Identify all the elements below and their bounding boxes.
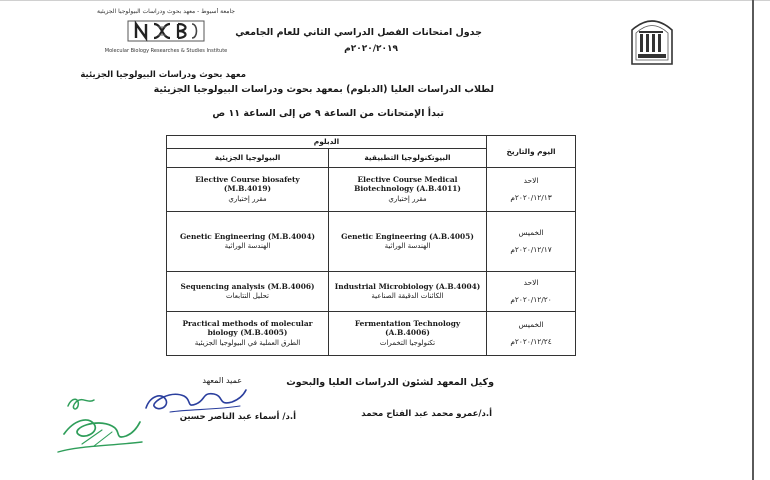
dean-title: عميد المعهد [202,376,242,385]
table-row [167,272,576,312]
tech-exam-cell [329,168,487,212]
course-name: Elective Course Medical Biotechnology (A.B.4011) [354,174,461,194]
applied-biotechnology-column-header: البيوتكنولوجيا التطبيقية [329,149,487,168]
day-date-cell [487,212,576,272]
institute-arabic-tagline: جامعة أسيوط - معهد بحوث ودراسات البيولوجيا الجزيئية [96,8,236,15]
institute-logo [80,8,246,84]
exam-day: الاحد [523,278,539,288]
course-name: Industrial Microbiology (A.B.4004) [334,281,481,291]
dean-name: أ.د/ أسماء عبد الناصر حسين [179,412,296,422]
day-date-cell [487,312,576,356]
course-arabic-name: الهندسة الوراثية [384,242,431,251]
dean-handwritten-signature [140,382,250,416]
bio-exam-cell [167,312,329,356]
bio-exam-cell [167,272,329,312]
tech-exam-cell [329,212,487,272]
bio-exam-cell [167,212,329,272]
course-arabic-name: الطرق العملية في البيولوجيا الجزيئية [194,339,301,348]
dna-logo-icon [126,18,206,44]
diploma-group-header: الدبلوم [167,136,487,149]
course-arabic-name: الكائنات الدقيقة الصناعية [371,292,444,301]
course-name: Elective Course biosafety (M.B.4019) [195,174,300,194]
day-date-cell [487,272,576,312]
table-row [167,212,576,272]
table-row [167,312,576,356]
course-arabic-name: مقرر إختياري [228,195,267,204]
assiut-university-seal-icon [628,14,676,68]
molecular-biology-column-header: البيولوجيا الجزيئية [167,149,329,168]
course-name: Genetic Engineering (M.B.4004) [179,231,316,241]
course-name: Fermentation Technology (A.B.4006) [354,318,461,338]
vice-dean-title: وكيل المعهد لشئون الدراسات العليا والبحوث [286,377,494,388]
exam-date: ٢٠٢٠/١٢/١٧م [510,245,552,254]
exam-time: تبدأ الإمتحانات من الساعة ٩ ص إلى الساعة ١١ ص [212,108,444,119]
course-name: Sequencing analysis (M.B.4006) [180,281,315,291]
course-arabic-name: مقرر إختياري [388,195,427,204]
schedule-title: جدول امتحانات الفصل الدراسي الثاني للعام الجامعي [235,27,482,38]
course-name: Practical methods of molecular biology (M.B.4005) [182,318,313,338]
exam-date: ٢٠٢٠/١٢/٢٠م [510,295,552,304]
exam-date: ٢٠٢٠/١٢/١٣م [510,193,552,202]
course-name: Genetic Engineering (A.B.4005) [341,231,474,241]
exam-schedule-table [166,135,576,356]
page-right-border [752,0,754,480]
tech-exam-cell [329,272,487,312]
green-handwritten-signature [54,386,144,458]
course-arabic-name: تحليل التتابعات [226,292,269,301]
exam-day: الاحد [523,176,539,186]
exam-day: الخميس [518,228,544,238]
tech-exam-cell [329,312,487,356]
exam-date: ٢٠٢٠/١٢/٢٤م [510,337,552,346]
target-students: لطلاب الدراسات العليا (الدبلوم) بمعهد بحوث ودراسات البيولوجيا الجزيئية [153,84,494,95]
exam-day: الخميس [518,320,544,330]
vice-dean-name: أ.د/عمرو محمد عبد الفتاح محمد [361,409,492,419]
table-header-row [167,136,576,149]
academic-year: ٢٠٢٠/٢٠١٩م [344,44,398,54]
day-date-cell [487,168,576,212]
bio-exam-cell [167,168,329,212]
institute-arabic-name: معهد بحوث ودراسات البيولوجيا الجزيئية [80,70,246,80]
table-row [167,168,576,212]
page-top-edge [0,0,770,1]
course-arabic-name: الهندسة الوراثية [224,242,271,251]
date-column-header: اليوم والتاريخ [487,136,576,168]
institute-english-name: Molecular Biology Researches & Studies Institute [104,48,228,54]
course-arabic-name: تكنولوجيا التخمرات [379,339,436,348]
